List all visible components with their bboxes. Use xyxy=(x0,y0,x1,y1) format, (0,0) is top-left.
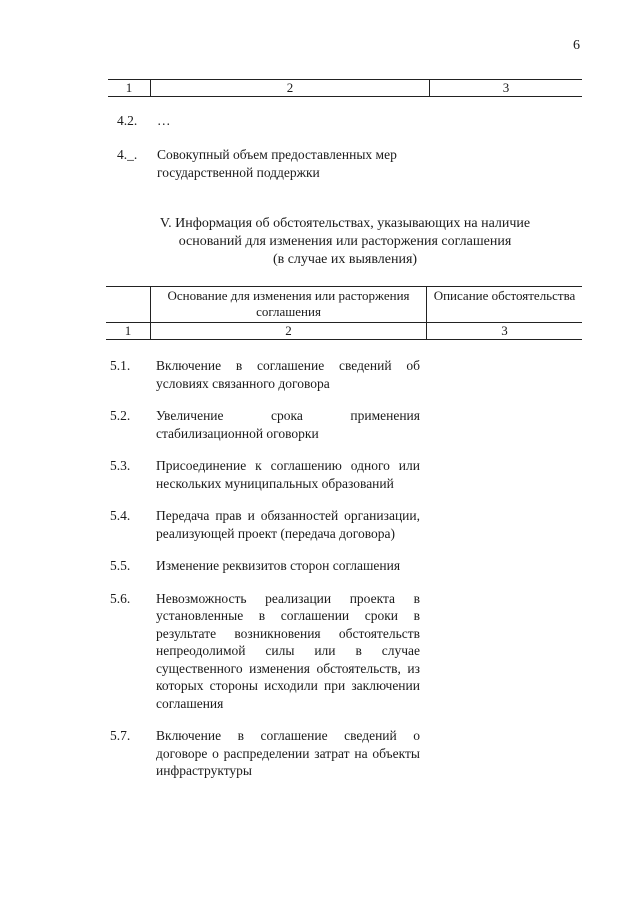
row-text: … xyxy=(157,113,171,128)
list-item xyxy=(110,590,420,713)
item-number: 5.1. xyxy=(110,358,131,373)
item-text: Присоединение к соглашению одного или нескольких муниципальных образований xyxy=(156,458,420,491)
section5-table xyxy=(106,286,582,340)
column-number-2: 2 xyxy=(151,80,430,96)
header-cell-basis: Основание для изменения или расторжения соглашения xyxy=(151,287,427,322)
row-4-total xyxy=(117,146,437,182)
row-number: 4.2. xyxy=(117,113,138,128)
table-header-row xyxy=(106,287,582,323)
section-title-line: оснований для изменения или расторжения соглашения xyxy=(178,234,512,249)
item-number: 5.4. xyxy=(110,508,131,523)
item-number: 5.7. xyxy=(110,728,131,743)
row-text: Совокупный объем предоставленных мер государственной поддержки xyxy=(157,147,397,180)
list-item xyxy=(110,727,420,780)
item-number: 5.3. xyxy=(110,458,131,473)
section-title-line: V. Информация об обстоятельствах, указывающих на наличие xyxy=(159,216,531,231)
item-text: Включение в соглашение сведений о договоре о распределении затрат на объекты инфраструктуры xyxy=(156,728,420,778)
list-item xyxy=(110,457,420,492)
section5-list xyxy=(110,357,420,795)
item-text: Увеличение срока применения стабилизационной оговорки xyxy=(156,408,420,441)
item-text: Передача прав и обязанностей организации, реализующей проект (передача договора) xyxy=(156,508,420,541)
number-cell: 3 xyxy=(501,323,508,338)
column-number-3: 3 xyxy=(502,80,510,95)
list-item xyxy=(110,557,420,575)
continuation-table-header xyxy=(108,79,582,97)
item-number: 5.2. xyxy=(110,408,131,423)
item-number: 5.6. xyxy=(110,590,131,606)
header-cell-description: Описание обстоятельства xyxy=(433,288,576,303)
row-4-2 xyxy=(117,112,427,130)
column-number-1: 1 xyxy=(108,80,151,96)
list-item xyxy=(110,357,420,392)
number-cell: 1 xyxy=(106,323,151,339)
table-number-row xyxy=(106,323,582,339)
page-number: 6 xyxy=(573,38,580,53)
item-text: Изменение реквизитов сторон соглашения xyxy=(156,558,401,573)
number-cell: 2 xyxy=(151,323,427,339)
header-cell-empty xyxy=(106,287,151,322)
section-title-line: (в случае их выявления) xyxy=(272,252,418,267)
section-title xyxy=(108,215,582,269)
list-item xyxy=(110,407,420,442)
item-number: 5.5. xyxy=(110,558,131,573)
item-text: Невозможность реализации проекта в установленные в соглашении сроки в результате возникновения обстоятельств непреодолимой силы или в случае существенного изменения обстоятельств, из которых стороны исходили при заключении соглашения xyxy=(156,590,420,711)
row-number: 4._. xyxy=(117,147,138,162)
item-text: Включение в соглашение сведений об условиях связанного договора xyxy=(156,358,420,391)
list-item xyxy=(110,507,420,542)
